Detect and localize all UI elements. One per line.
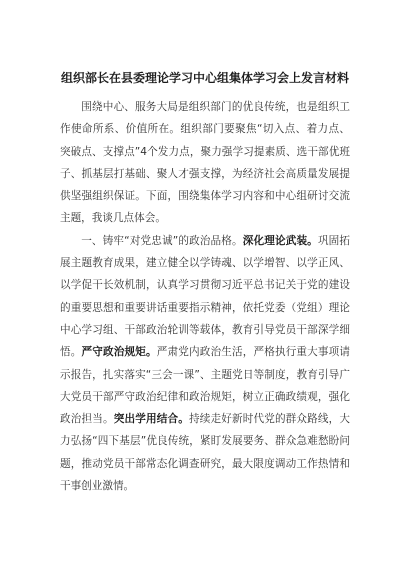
document-title: 组织部长在县委理论学习中心组集体学习会上发言材料 <box>60 71 349 85</box>
section-1-text-rules: 严肃党内政治生活，严格执行重大事项请示报告，扎实落实“三会一课”、主题党日等制度，教育引导广大党员干部严守政治纪律和政治规矩，树立正确政绩观，强化政治担当。 <box>60 346 351 426</box>
section-1-text-practice: 持续走好新时代党的群众路线，大力弘扬“四下基层”优良传统，紧盯发展要务、群众急难愁盼问题，推动党员干部常态化调查研究，最大限度调动工作热情和干事创业激情。 <box>60 413 351 493</box>
section-1-text-theory: 巩固拓展主题教育成果，建立健全以学铸魂、以学增智、以学正风、以学促干长效机制，认真学习贯彻习近平总书记关于党的建设的重要思想和重要讲话重要指示精神，依托党委（党组）理论中心学习组、干部政治轮训等载体，教育引导党员干部深学细悟。 <box>60 234 351 359</box>
section-1-lead: 一、铸牢“对党忠诚”的政治品格。 <box>81 234 243 247</box>
section-1-paragraph <box>60 230 350 498</box>
section-1-heading-practice: 突出学用结合。 <box>113 413 189 426</box>
section-1-heading-rules: 严守政治规矩。 <box>81 346 157 359</box>
section-1-heading-theory: 深化理论武装。 <box>242 234 318 247</box>
intro-paragraph: 围绕中心、服务大局是组织部门的优良传统，也是组织工作使命所系、价值所在。组织部门要聚焦“切入点、着力点、突破点、支撑点”4个发力点，聚力强学习提素质、选干部优班子、抓基层打基础、聚人才强支撑，为经济社会高质量发展提供坚强组织保证。下面，围绕集体学习内容和中心组研讨交流主题，我谈几点体会。 <box>60 101 350 225</box>
